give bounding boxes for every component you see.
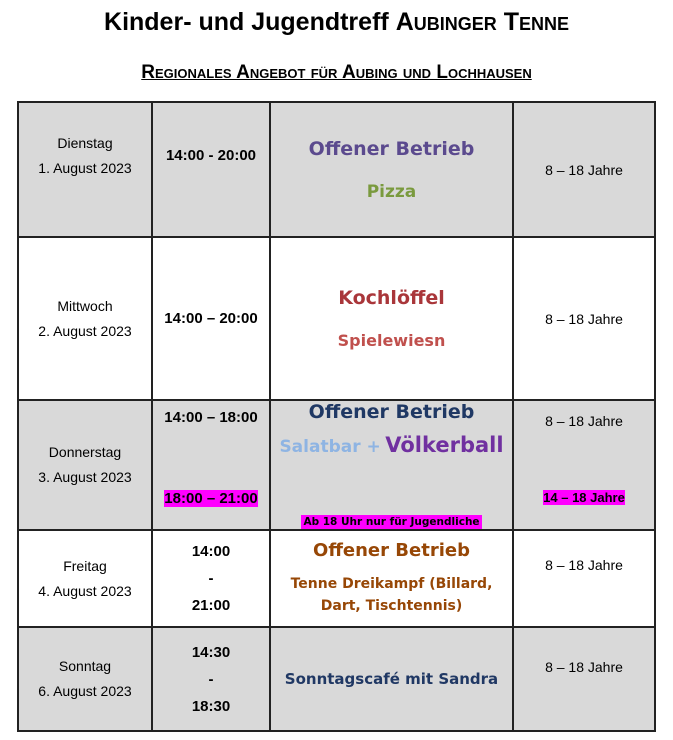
time-range: 14:00 - 20:00 xyxy=(165,147,257,164)
day-cell xyxy=(18,102,152,237)
time-end: 18:30 xyxy=(191,697,231,715)
title-name: Aubinger Tenne xyxy=(395,8,569,36)
program-title: Offener Betrieb xyxy=(308,401,475,423)
day-date: 2. August 2023 xyxy=(38,322,132,339)
program-item: Salatbar + xyxy=(279,437,381,457)
program-item: Tenne Dreikampf (Billard, xyxy=(290,576,493,592)
age-cell xyxy=(513,237,655,400)
page-subtitle: Regionales Angebot für Aubing und Lochhausen xyxy=(141,62,532,83)
table-row xyxy=(18,102,655,237)
day-name: Dienstag xyxy=(57,134,113,151)
age-range: 8 – 18 Jahre xyxy=(545,659,623,675)
day-cell xyxy=(18,237,152,400)
age-cell xyxy=(513,400,655,530)
program-item-highlight: Völkerball xyxy=(385,433,504,457)
time-cell xyxy=(152,237,270,400)
table-row xyxy=(18,237,655,400)
day-cell xyxy=(18,400,152,530)
program-cell xyxy=(270,627,513,731)
day-name: Freitag xyxy=(63,557,107,574)
program-title: Offener Betrieb xyxy=(313,540,470,561)
time-cell xyxy=(152,400,270,530)
age-range: 8 – 18 Jahre xyxy=(545,413,623,429)
day-cell xyxy=(18,627,152,731)
program-item: Pizza xyxy=(366,181,417,202)
day-name: Donnerstag xyxy=(48,444,122,460)
age-range-evening: 14 – 18 Jahre xyxy=(543,490,625,505)
program-cell xyxy=(270,530,513,627)
time-separator: - xyxy=(208,670,214,688)
program-item: Dart, Tischtennis) xyxy=(320,598,463,614)
age-cell xyxy=(513,102,655,237)
day-date: 6. August 2023 xyxy=(38,683,132,699)
title-prefix: Kinder- und Jugendtreff xyxy=(104,8,389,36)
time-range-evening: 18:00 – 21:00 xyxy=(164,490,258,507)
day-date: 4. August 2023 xyxy=(38,582,132,599)
day-name: Sonntag xyxy=(58,658,112,674)
age-range: 8 – 18 Jahre xyxy=(545,556,623,573)
time-range: 14:00 – 18:00 xyxy=(164,409,258,426)
program-cell xyxy=(270,237,513,400)
time-cell xyxy=(152,102,270,237)
time-start: 14:30 xyxy=(191,643,231,661)
time-range: 14:00 – 20:00 xyxy=(164,310,258,327)
day-cell xyxy=(18,530,152,627)
day-date: 3. August 2023 xyxy=(38,469,132,485)
time-start: 14:00 xyxy=(191,543,231,560)
age-cell xyxy=(513,627,655,731)
age-cell xyxy=(513,530,655,627)
schedule-table xyxy=(17,101,656,732)
program-cell xyxy=(270,102,513,237)
time-cell xyxy=(152,530,270,627)
time-cell xyxy=(152,627,270,731)
program-title: Offener Betrieb xyxy=(308,137,475,160)
table-row xyxy=(18,400,655,530)
program-cell xyxy=(270,400,513,530)
table-row xyxy=(18,627,655,731)
age-range: 8 – 18 Jahre xyxy=(545,161,623,178)
program-item: Spielewiesn xyxy=(337,331,446,350)
program-title: Kochlöffel xyxy=(338,287,445,309)
page-title xyxy=(0,8,673,37)
time-end: 21:00 xyxy=(191,597,231,614)
day-name: Mittwoch xyxy=(57,297,113,314)
program-title: Sonntagscafé mit Sandra xyxy=(284,670,499,688)
program-note: Ab 18 Uhr nur für Jugendliche xyxy=(303,516,480,528)
time-separator: - xyxy=(208,570,214,587)
table-row xyxy=(18,530,655,627)
age-range: 8 – 18 Jahre xyxy=(545,310,623,327)
day-date: 1. August 2023 xyxy=(38,159,132,176)
